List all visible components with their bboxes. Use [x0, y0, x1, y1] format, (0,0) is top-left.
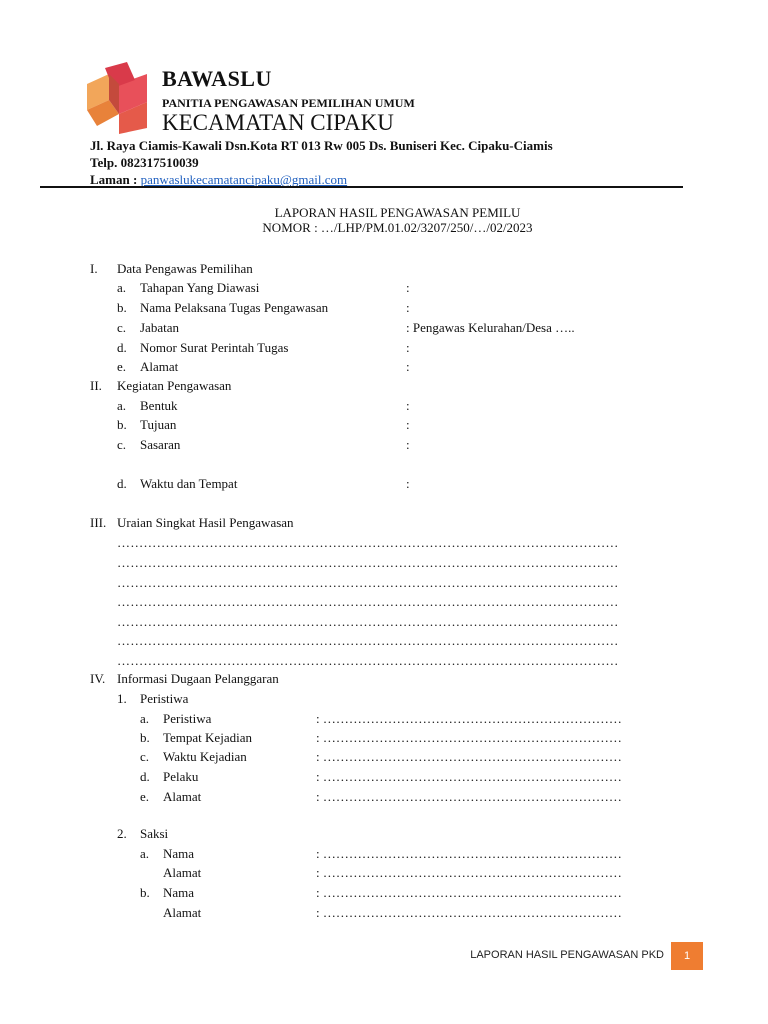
page-number-badge	[671, 942, 703, 970]
item-letter: e.	[117, 359, 127, 374]
org-name: BAWASLU	[162, 66, 272, 91]
item-value: : ……………………………………………………………	[316, 730, 622, 745]
item-value: : ……………………………………………………………	[316, 789, 622, 804]
item-value: : ……………………………………………………………	[316, 846, 622, 861]
item-value: :	[406, 340, 410, 355]
section-number: I.	[90, 261, 98, 276]
item-value: : Pengawas Kelurahan/Desa …..	[406, 320, 575, 335]
item-label: Bentuk	[140, 398, 178, 413]
item-value: :	[406, 300, 410, 315]
section-title: Kegiatan Pengawasan	[117, 378, 232, 393]
item-letter: d.	[140, 769, 150, 784]
section-number: IV.	[90, 671, 106, 686]
header-divider	[40, 186, 683, 188]
dotted-line: ……………………………………………………………………………………………………	[117, 575, 619, 590]
item-letter: c.	[140, 749, 150, 764]
email-link[interactable]: panwaslukecamatancipaku@gmail.com	[140, 172, 348, 187]
dotted-line: ……………………………………………………………………………………………………	[117, 614, 619, 629]
org-subtitle: PANITIA PENGAWASAN PEMILIHAN UMUM	[162, 96, 415, 110]
subsection-number: 2.	[117, 826, 127, 841]
item-value: : ……………………………………………………………	[316, 769, 622, 784]
item-label: Nama	[163, 846, 195, 861]
phone: Telp. 082317510039	[90, 155, 199, 170]
section-number: II.	[90, 378, 102, 393]
report-title: LAPORAN HASIL PENGAWASAN PEMILU	[274, 205, 521, 220]
item-letter: d.	[117, 476, 127, 491]
item-label: Alamat	[163, 905, 202, 920]
item-letter: e.	[140, 789, 150, 804]
website-label: Laman :	[90, 172, 141, 187]
item-label: Tujuan	[140, 417, 177, 432]
item-label: Tahapan Yang Diawasi	[140, 280, 260, 295]
section-title: Informasi Dugaan Pelanggaran	[117, 671, 279, 686]
dotted-line: ……………………………………………………………………………………………………	[117, 555, 619, 570]
dotted-line: ……………………………………………………………………………………………………	[117, 653, 619, 668]
item-letter: b.	[117, 300, 127, 315]
bawaslu-logo-icon	[83, 62, 151, 134]
item-letter: c.	[117, 437, 127, 452]
item-value: : ……………………………………………………………	[316, 905, 622, 920]
item-letter: a.	[117, 280, 127, 295]
item-label: Sasaran	[140, 437, 181, 452]
item-label: Alamat	[163, 789, 202, 804]
section-title: Data Pengawas Pemilihan	[117, 261, 253, 276]
item-label: Waktu Kejadian	[163, 749, 247, 764]
dotted-line: ……………………………………………………………………………………………………	[117, 594, 619, 609]
item-label: Jabatan	[140, 320, 179, 335]
item-letter: a.	[140, 711, 150, 726]
item-value: :	[406, 280, 410, 295]
item-value: : ……………………………………………………………	[316, 711, 622, 726]
item-label: Alamat	[140, 359, 179, 374]
item-value: :	[406, 437, 410, 452]
item-value: :	[406, 476, 410, 491]
subsection-number: 1.	[117, 691, 127, 706]
item-label: Peristiwa	[163, 711, 212, 726]
item-value: :	[406, 417, 410, 432]
item-label: Pelaku	[163, 769, 199, 784]
item-letter: d.	[117, 340, 127, 355]
item-value: :	[406, 359, 410, 374]
item-letter: a.	[140, 846, 150, 861]
footer-label: LAPORAN HASIL PENGAWASAN PKD	[470, 949, 664, 961]
section-title: Uraian Singkat Hasil Pengawasan	[117, 515, 294, 530]
address: Jl. Raya Ciamis-Kawali Dsn.Kota RT 013 Rw 005 Ds. Buniseri Kec. Cipaku-Ciamis	[90, 138, 553, 153]
item-label: Waktu dan Tempat	[140, 476, 238, 491]
item-value: : ……………………………………………………………	[316, 865, 622, 880]
page-number: 1	[683, 950, 691, 962]
item-label: Alamat	[163, 865, 202, 880]
item-letter: a.	[117, 398, 127, 413]
item-label: Nama	[163, 885, 195, 900]
dotted-line: ……………………………………………………………………………………………………	[117, 535, 619, 550]
subsection-title: Saksi	[140, 826, 169, 841]
item-value: :	[406, 398, 410, 413]
district-name: KECAMATAN CIPAKU	[162, 110, 394, 135]
item-label: Nomor Surat Perintah Tugas	[140, 340, 289, 355]
item-label: Tempat Kejadian	[163, 730, 252, 745]
item-label: Nama Pelaksana Tugas Pengawasan	[140, 300, 329, 315]
item-value: : ……………………………………………………………	[316, 749, 622, 764]
item-letter: b.	[140, 730, 150, 745]
item-letter: b.	[140, 885, 150, 900]
subsection-title: Peristiwa	[140, 691, 189, 706]
section-number: III.	[90, 515, 107, 530]
item-letter: b.	[117, 417, 127, 432]
item-letter: c.	[117, 320, 127, 335]
item-value: : ……………………………………………………………	[316, 885, 622, 900]
dotted-line: ……………………………………………………………………………………………………	[117, 633, 619, 648]
report-number: NOMOR : …/LHP/PM.01.02/3207/250/…/02/2023	[262, 220, 533, 235]
